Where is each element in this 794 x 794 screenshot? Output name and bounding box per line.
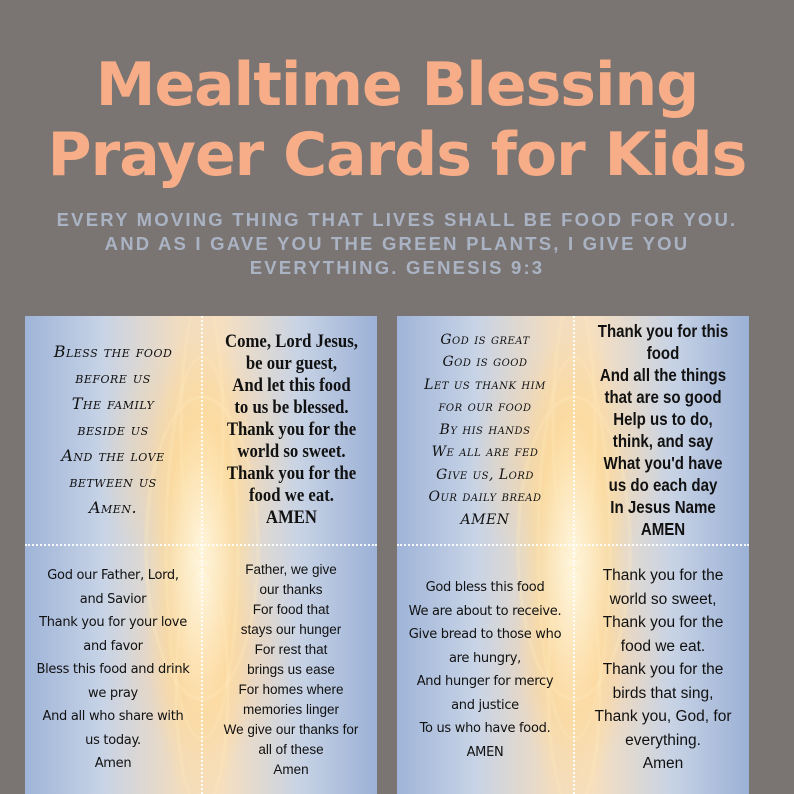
prayer-text: Come, Lord Jesus, be our guest, And let this food to us be blessed. Thank you for the world so sweet. Thank you for the food we eat. AMEN — [224, 331, 358, 528]
prayer-card — [25, 316, 201, 544]
prayer-card — [575, 546, 749, 794]
prayer-text: God bless this food We are about to receive. Give bread to those who are hungry, And hunger for mercy and justice To us who have food. AMEN — [408, 580, 562, 760]
title-line-2: Prayer Cards for Kids — [47, 120, 747, 190]
prayer-card — [397, 546, 573, 794]
prayer-text: God is great God is good Let us thank him for our food By his hands We all are fed Give us, Lord Our daily bread AMEN — [424, 331, 546, 528]
prayer-text: Father, we give our thanks For food that stays our hunger For rest that brings us ease For homes where memories linger We give our thanks for all of these Amen — [223, 562, 359, 777]
prayer-text: Thank you for the world so sweet, Thank you for the food we eat. Thank you for the birds that sing, Thank you, God, for everything. Amen — [594, 567, 732, 773]
prayer-card — [203, 316, 377, 544]
prayer-card-sheet-right — [397, 316, 749, 794]
prayer-card — [203, 546, 377, 794]
prayer-text: Thank you for this food And all the things that are so good Help us to do, think, and say What you'd have us do each day In Jesus Name AMEN — [597, 321, 729, 539]
bible-verse: EVERY MOVING THING THAT LIVES SHALL BE FOOD FOR YOU. AND AS I GAVE YOU THE GREEN PLANTS, I GIVE YOU EVERYTHING. GENESIS 9:3 — [56, 209, 738, 278]
prayer-text: Bless the food before us The family beside us And the love between us Amen. — [53, 342, 173, 517]
prayer-card-sheet-left — [25, 316, 377, 794]
prayer-text: God our Father, Lord, and Savior Thank you for your love and favor Bless this food and drink we pray And all who share with us today. Amen — [36, 568, 190, 772]
title-line-1: Mealtime Blessing — [95, 50, 699, 120]
prayer-card — [397, 316, 573, 544]
prayer-card — [25, 546, 201, 794]
prayer-card — [575, 316, 749, 544]
